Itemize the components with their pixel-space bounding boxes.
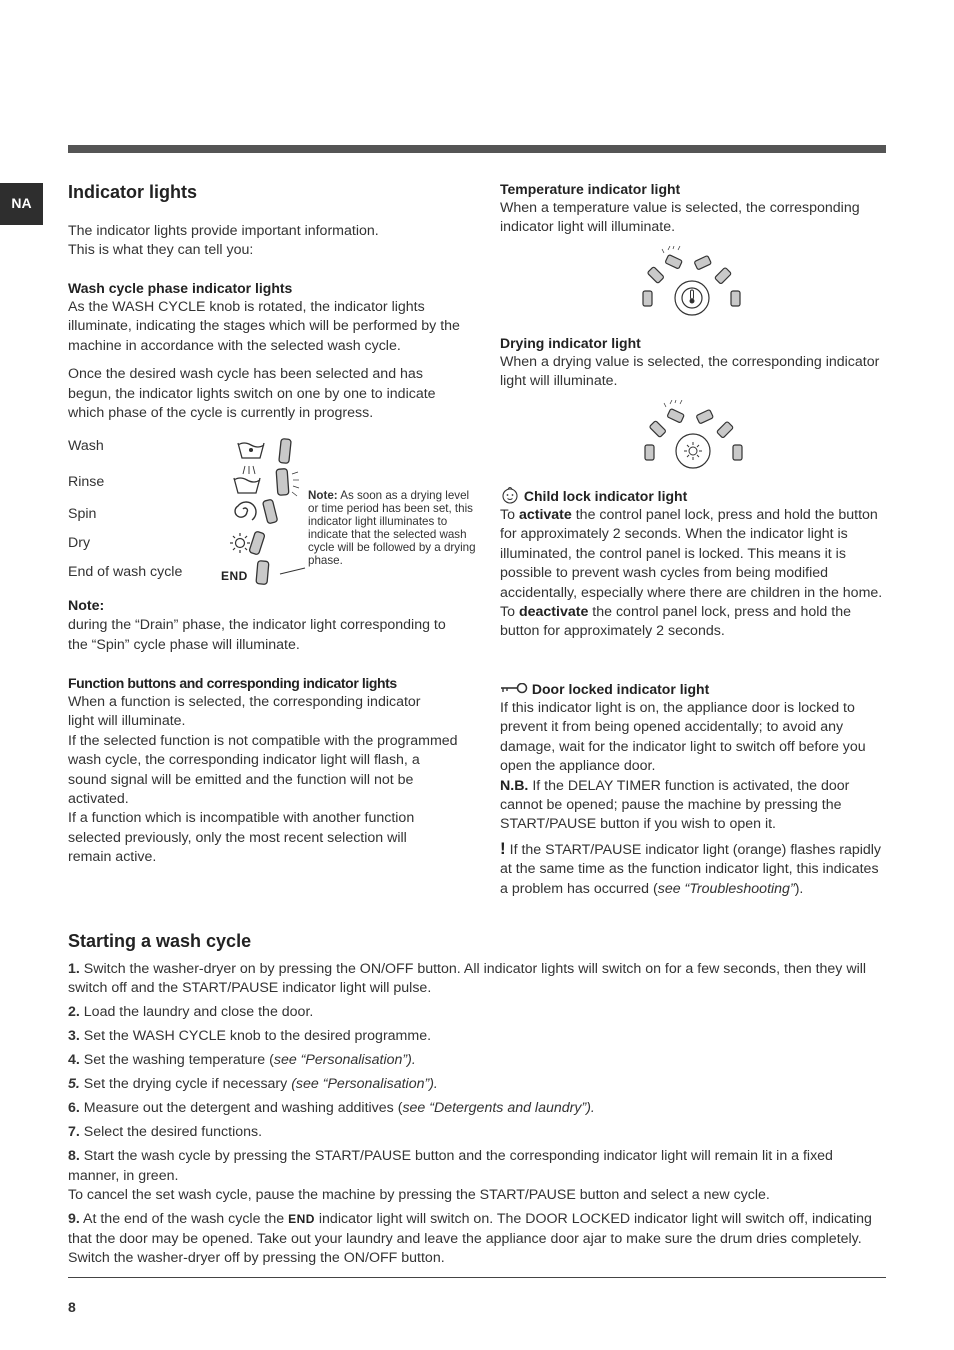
step-number: 9.	[68, 1211, 80, 1228]
phase-heading: Wash cycle phase indicator lights	[68, 280, 293, 296]
warning-close: ).	[794, 880, 804, 897]
step-text: At the end of the wash cycle the	[83, 1211, 285, 1228]
child-lock-section	[500, 487, 888, 642]
step-see: (see “Personalisation”).	[291, 1076, 438, 1093]
diagram-note-label: Note:	[308, 489, 338, 502]
step-2	[68, 1003, 886, 1022]
deactivate-word: deactivate	[518, 604, 589, 621]
function-paragraph-3: If a function which is incompatible with another function selected previously, only the most recent selection will remain active.	[68, 810, 415, 866]
step-number: 2.	[68, 1004, 80, 1021]
step-number: 8.	[68, 1148, 80, 1165]
step-text: Set the drying cycle if necessary	[83, 1076, 288, 1093]
step-3	[68, 1027, 886, 1046]
step-text: Start the wash cycle by pressing the START/PAUSE button and the corresponding indicator light will remain lit in a fixed manner, in green.	[68, 1148, 833, 1184]
rinse-tub-icon	[234, 466, 260, 493]
key-icon	[500, 683, 528, 695]
starting-title: Starting a wash cycle	[68, 931, 252, 951]
bottom-rule	[68, 1277, 886, 1278]
phase-label-rinse: Rinse	[68, 474, 105, 490]
step-number: 6.	[68, 1100, 80, 1117]
drying-text: When a drying value is selected, the corresponding indicator light will illuminate.	[500, 354, 880, 390]
child-lock-heading-row	[500, 487, 888, 506]
nb-paragraph	[500, 777, 888, 835]
step-1	[68, 960, 886, 999]
function-paragraph-1: When a function is selected, the corresponding indicator light will illuminate.	[68, 694, 421, 730]
diagram-note	[308, 489, 478, 567]
door-lock-text: If this indicator light is on, the appliance door is locked to prevent it from being opened accidentally; to avoid any damage, wait for the indicator light to switch off before you open the appliance door.	[500, 700, 866, 775]
glow-rays	[664, 400, 682, 407]
intro-line-2: This is what they can tell you:	[68, 242, 254, 259]
step-text: Set the WASH CYCLE knob to the desired programme.	[83, 1028, 432, 1045]
spin-spiral-icon	[235, 502, 256, 520]
step-number: 4.	[68, 1052, 80, 1069]
function-paragraph-2: If the selected function is not compatible with the programmed wash cycle, the corresponding indicator light will flash, a sound signal will be emitted and the function will not be activated.	[68, 732, 458, 808]
step-7	[68, 1123, 886, 1142]
step-text-continued: indicator light will switch on. The DOOR LOCKED indicator light will switch off, indicating that the door may be opened. Take out your laundry and leave the appliance door ajar to make sure the drum dries completely. Switch the washer-dryer off by pressing the ON/OFF button.	[68, 1211, 872, 1267]
phase-label-wash: Wash	[68, 438, 104, 454]
to-word: To	[500, 604, 515, 621]
drying-indicator-diagram	[636, 400, 748, 470]
phase-label-end: End of wash cycle	[68, 564, 183, 580]
temperature-heading: Temperature indicator light	[500, 181, 681, 197]
phase-paragraph-1: As the WASH CYCLE knob is rotated, the indicator lights illuminate, indicating the stages which will be performed by the machine in accordance with the selected wash cycle.	[68, 299, 460, 354]
steps-list	[68, 960, 886, 1273]
step-see: see “Personalisation”).	[273, 1052, 416, 1069]
door-lock-section	[500, 680, 888, 899]
step-8-cancel: To cancel the set wash cycle, pause the machine by pressing the START/PAUSE button and select a new cycle.	[68, 1187, 770, 1204]
end-symbol: END	[288, 1212, 315, 1227]
activate-text: the control panel lock, press and hold the button for approximately 2 seconds. When the indicator light is illuminated, the control panel is locked. This means it is possible to prevent wash cycles from being modified accidentally, especially where there are children in the home.	[500, 507, 883, 601]
top-rule	[68, 145, 886, 153]
child-lock-activate	[500, 506, 888, 603]
glow-rays	[292, 472, 299, 496]
step-text: Select the desired functions.	[83, 1124, 263, 1141]
note-label: Note:	[68, 598, 105, 614]
end-symbol: END	[221, 569, 248, 583]
wash-tub-icon	[238, 443, 264, 458]
warning-see: see “Troubleshooting”	[657, 880, 795, 897]
temperature-text: When a temperature value is selected, the corresponding indicator light will illuminate.	[500, 200, 860, 236]
diagram-note-text: As soon as a drying level or time period has been set, this indicator light illuminates to indicate that the selected wash cycle will be followed by a drying phase.	[308, 489, 476, 567]
function-heading: Function buttons and corresponding indicator lights	[68, 675, 397, 691]
step-4	[68, 1051, 886, 1070]
page-number: 8	[68, 1299, 76, 1315]
child-lock-deactivate	[500, 603, 888, 642]
phase-section	[68, 279, 460, 423]
step-5	[68, 1075, 886, 1094]
phase-indicator-diagram	[218, 436, 308, 586]
function-section	[68, 674, 460, 868]
step-8	[68, 1147, 886, 1186]
temperature-section	[500, 180, 888, 238]
step-text: Load the laundry and close the door.	[83, 1004, 314, 1021]
drying-section	[500, 334, 888, 392]
door-lock-heading: Door locked indicator light	[531, 681, 710, 697]
note-leader-line	[280, 568, 305, 574]
step-see: see “Detergents and laundry”).	[402, 1100, 595, 1117]
glow-rays	[662, 246, 680, 253]
intro	[68, 222, 460, 261]
dry-sun-icon	[230, 533, 250, 553]
intro-line-1: The indicator lights provide important information.	[68, 223, 379, 239]
warning-icon: !	[500, 838, 506, 858]
drain-note	[68, 597, 460, 655]
temperature-indicator-diagram	[636, 246, 748, 316]
step-text: Switch the washer-dryer on by pressing the ON/OFF button. All indicator lights will switch on for a few seconds, then they will switch off and the START/PAUSE indicator light will pulse.	[68, 961, 867, 997]
step-text: Measure out the detergent and washing additives (	[83, 1100, 403, 1117]
to-word: To	[500, 507, 515, 523]
activate-word: activate	[518, 507, 572, 523]
step-number: 3.	[68, 1028, 80, 1045]
indicator-lights-title: Indicator lights	[68, 182, 198, 202]
warning-paragraph	[500, 839, 888, 899]
deactivate-text: the control panel lock, press and hold the button for approximately 2 seconds.	[500, 604, 851, 640]
step-text: Set the washing temperature (	[83, 1052, 274, 1069]
step-9	[68, 1210, 886, 1268]
child-lock-heading: Child lock indicator light	[523, 488, 688, 504]
warning-text: If the START/PAUSE indicator light (orange) flashes rapidly at the same time as the function indicator light, this indicates a problem has occurred (	[500, 841, 882, 897]
phase-label-dry: Dry	[68, 535, 91, 551]
language-tab: NA	[0, 183, 43, 225]
phase-paragraph-2: Once the desired wash cycle has been selected and has begun, the indicator lights switch on one by one to indicate which phase of the cycle is currently in progress.	[68, 366, 436, 422]
door-lock-heading-row	[500, 680, 888, 699]
step-6	[68, 1099, 886, 1118]
child-face-icon	[500, 486, 520, 504]
nb-label: N.B.	[500, 777, 529, 794]
step-number: 5.	[68, 1076, 80, 1093]
step-number: 7.	[68, 1124, 80, 1141]
phase-label-spin: Spin	[68, 506, 97, 522]
nb-text: If the DELAY TIMER function is activated, the door cannot be opened; pause the machine by pressing the START/PAUSE button if you wish to open it.	[500, 777, 850, 833]
note-text: during the “Drain” phase, the indicator light corresponding to the “Spin” cycle phase will illuminate.	[68, 617, 446, 653]
drying-heading: Drying indicator light	[500, 335, 641, 351]
step-number: 1.	[68, 961, 80, 977]
